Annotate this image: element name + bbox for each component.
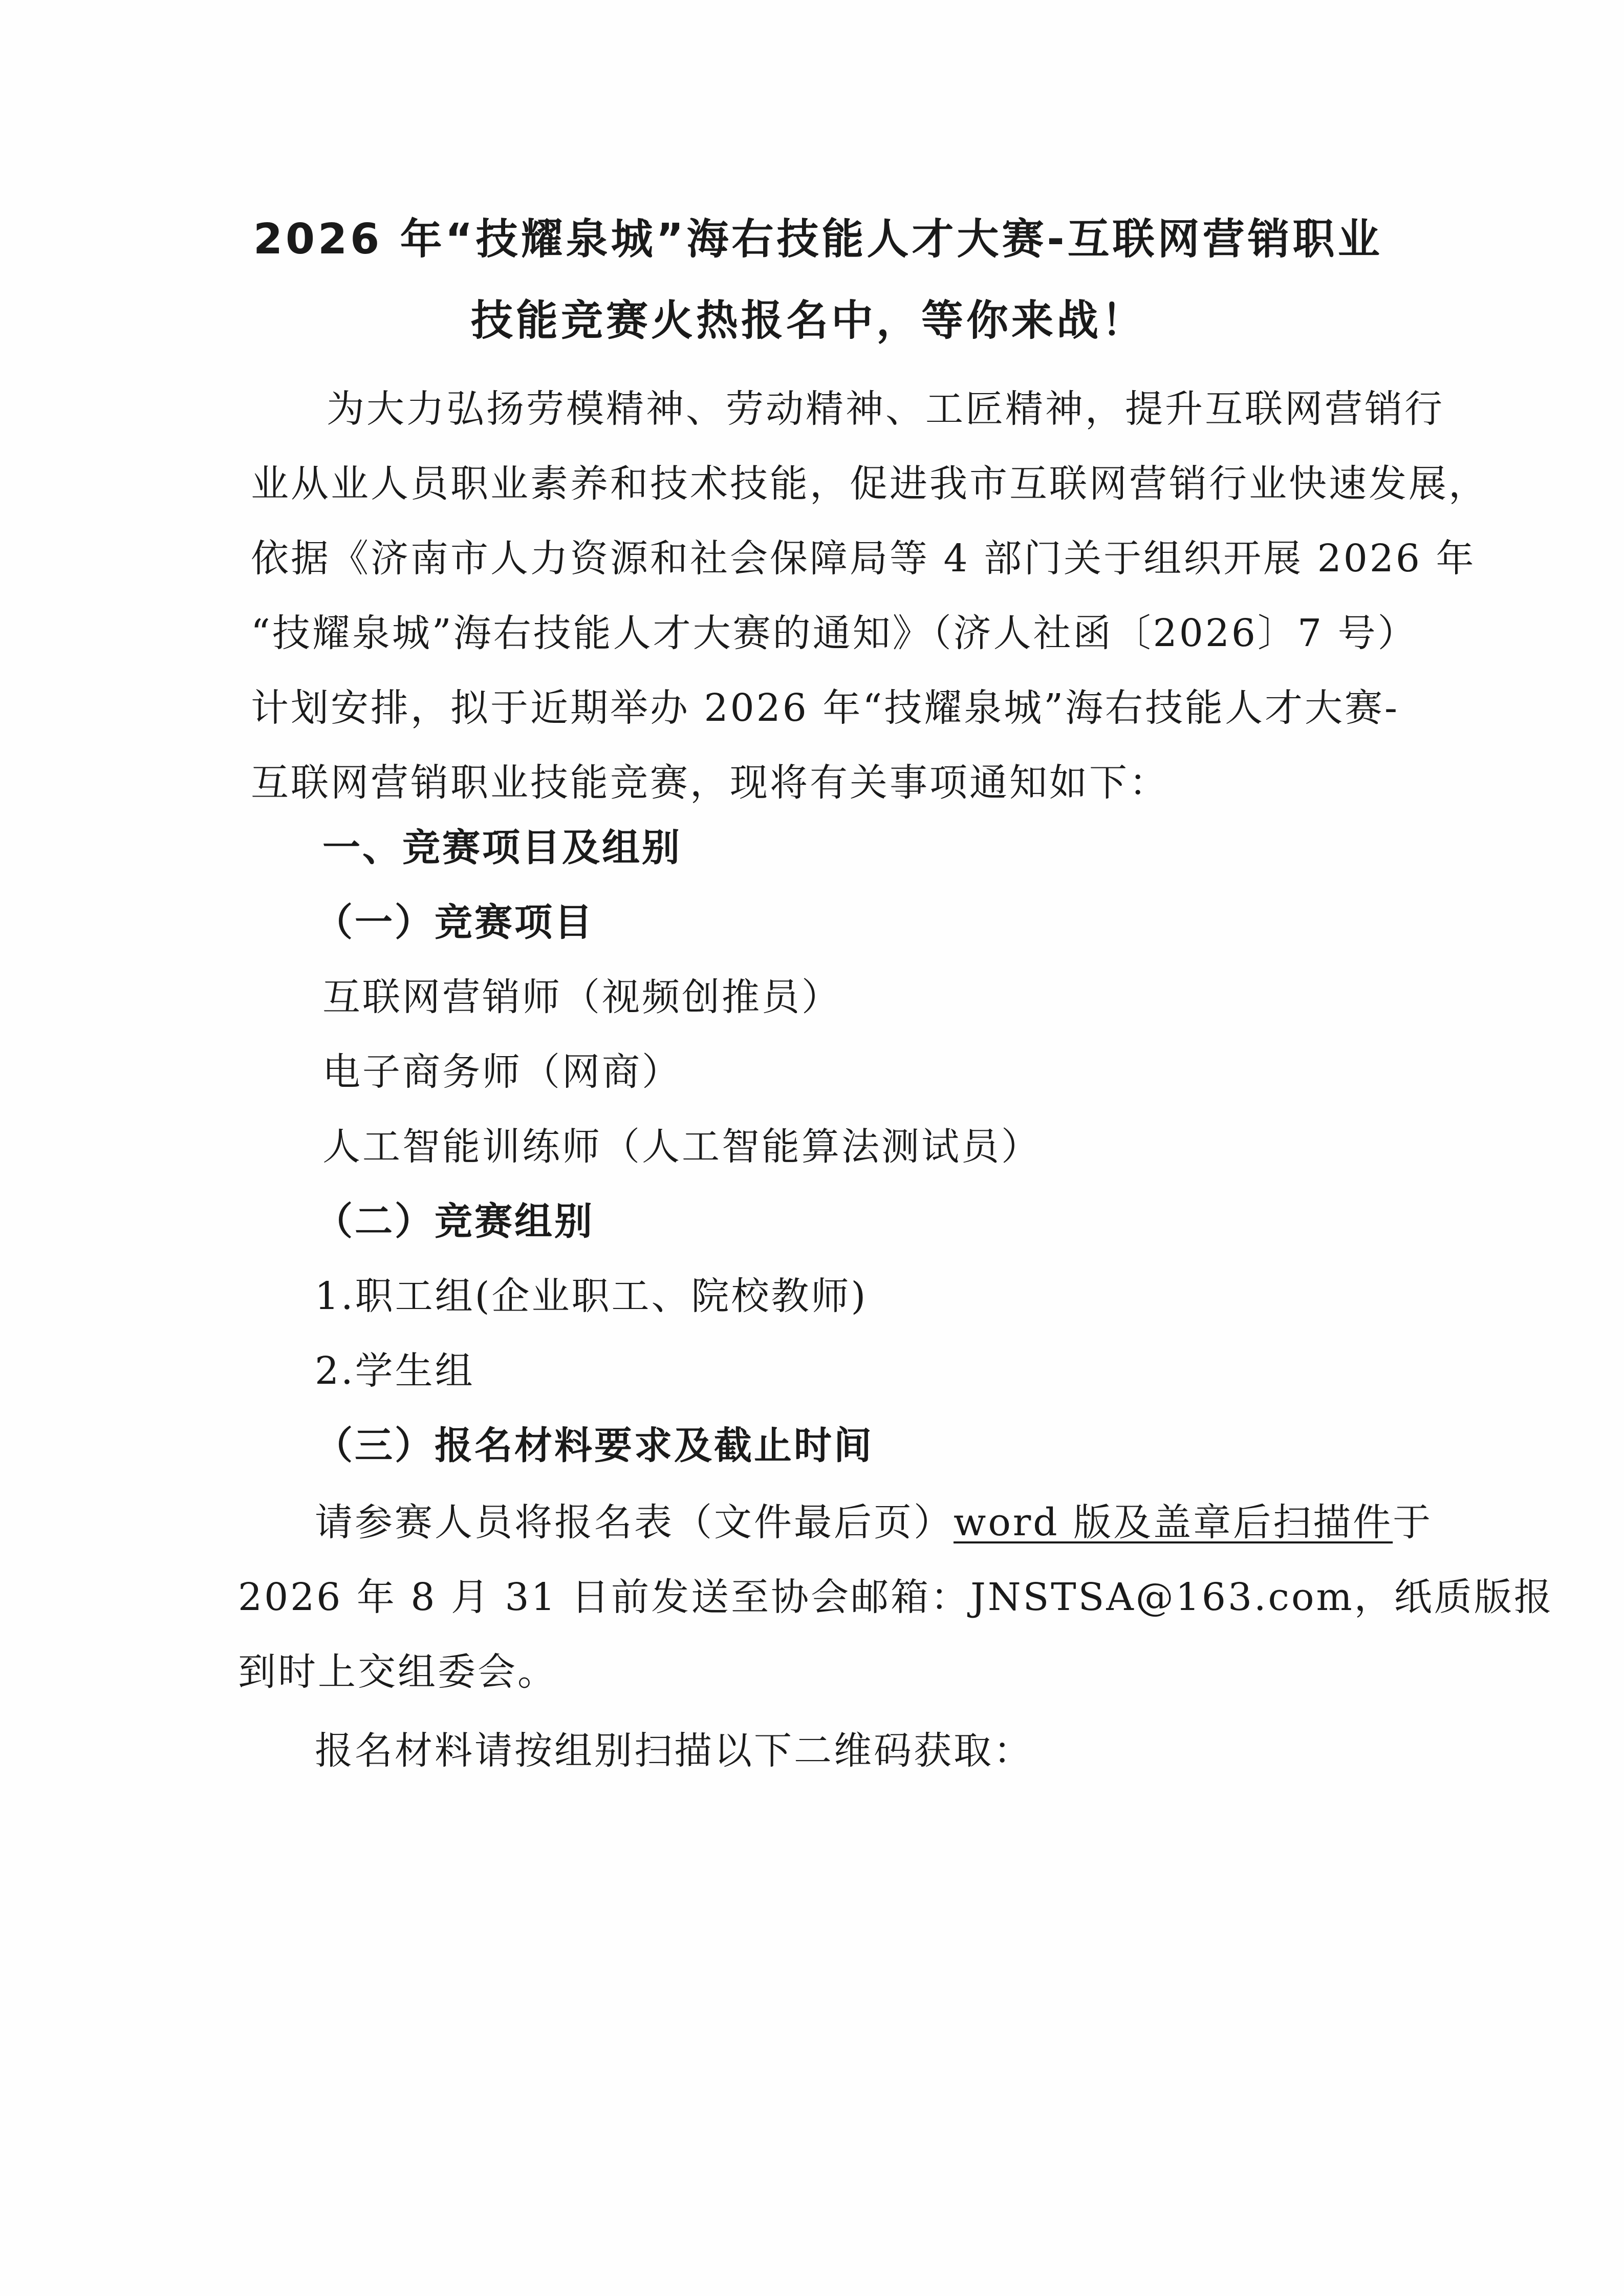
registration-text: 请参赛人员将报名表（文件最后页）: [315, 1500, 954, 1544]
intro-line: 业从业人员职业素养和技术技能，促进我市互联网营销行业快速发展，: [251, 462, 1488, 506]
registration-paragraph-line-3: 到时上交组委会。: [238, 1650, 557, 1694]
section-heading-1: 一、竞赛项目及组别: [322, 826, 682, 870]
registration-paragraph-line-1: [315, 1492, 1433, 1553]
competition-item: 互联网营销师（视频创推员）: [322, 975, 841, 1019]
document-title-line-2: 技能竞赛火热报名中，等你来战！: [471, 296, 1147, 345]
competition-item: 电子商务师（网商）: [322, 1050, 682, 1094]
registration-text: 于: [1393, 1500, 1433, 1544]
intro-line: 互联网营销职业技能竞赛，现将有关事项通知如下：: [251, 761, 1169, 805]
qr-instruction: 报名材料请按组别扫描以下二维码获取：: [315, 1729, 1033, 1773]
intro-line: “技耀泉城”海右技能人才大赛的通知》（济人社函〔2026〕7 号）: [251, 611, 1418, 655]
registration-paragraph-line-2: 2026 年 8 月 31 日前发送至协会邮箱：JNSTSA@163.com，纸质版报: [238, 1575, 1554, 1619]
competition-item: 人工智能训练师（人工智能算法测试员）: [322, 1125, 1041, 1169]
group-item: 1.职工组(企业职工、院校教师): [315, 1274, 868, 1318]
intro-line: 为大力弘扬劳模精神、劳动精神、工匠精神，提升互联网营销行: [327, 387, 1444, 431]
subsection-heading-registration: （三）报名材料要求及截止时间: [315, 1424, 874, 1468]
subsection-heading-competition-groups: （二）竞赛组别: [315, 1199, 594, 1243]
subsection-heading-competition-items: （一）竞赛项目: [315, 900, 594, 945]
group-item: 2.学生组: [315, 1349, 475, 1393]
intro-paragraph: [251, 372, 1488, 820]
document-title-line-1: 2026 年“技耀泉城”海右技能人才大赛-互联网营销职业: [253, 215, 1383, 264]
intro-line: 计划安排，拟于近期举办 2026 年“技耀泉城”海右技能人才大赛-: [251, 686, 1400, 730]
registration-underlined-text: word 版及盖章后扫描件: [954, 1500, 1393, 1544]
intro-line: 依据《济南市人力资源和社会保障局等 4 部门关于组织开展 2026 年: [251, 537, 1476, 581]
